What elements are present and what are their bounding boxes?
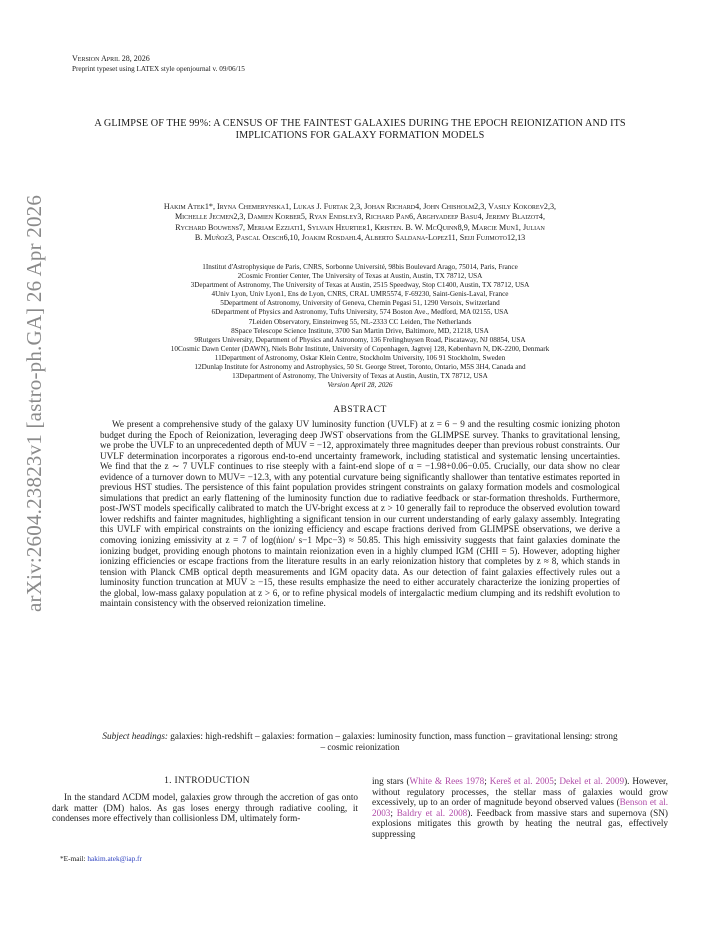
arxiv-identifier[interactable]: arXiv:2604.23823v1 [astro-ph.GA] 26 Apr 2026: [22, 194, 46, 612]
body-text: ;: [390, 807, 397, 818]
abstract-text: We present a comprehensive study of the galaxy UV luminosity function (UVLF) at z = 6 − 9 and the resulting cosmic ionizing photon budget during the Epoch of Reionization, leveraging deep JWST observations from the GLIMPSE survey. Thanks to gravitational lensing, we probe the UVLF to an unprecedented depth of MUV = −12, approximately three magnitudes deeper than previous robust constraints. Our UVLF determination incorporates a rigorous end-to-end uncertainty framework, including statistical and systematic lensing uncertainties. We find that the z ∼ 7 UVLF continues to rise steeply with a faint-end slope of α = −1.98+0.06−0.05. Crucially, our data show no clear evidence of a turnover down to MUV= −12.3, with any potential curvature being significantly shallower than tentative estimates reported in previous HST studies. The persistence of this faint population provides stringent constraints on galaxy formation models and cosmological simulations that predict an early flattening of the luminosity function due to radiative feedback or star-formation thresholds. Furthermore, post-JWST models specifically calibrated to match the UV-bright excess at z > 10 generally fail to reproduce the observed evolution toward lower redshifts and fainter magnitudes, highlighting a significant tension in our current understanding of early galaxy assembly. Integrating this UVLF with empirical constraints on the ionizing efficiency and escape fractions derived from GLIMPSE observations, we derive a comoving ionizing emissivity at z = 7 of log(ṅion/ s−1 Mpc−3) ≈ 50.85. This high emissivity suggests that faint galaxies dominate the ionizing budget, providing enough photons to maintain reionization even in a highly clumped IGM (CHII = 5). However, adopting higher ionizing efficiencies or escape fractions from the literature results in an early reionization history that completes by z ≈ 8, which stands in tension with Planck CMB optical depth measurements and IGM opacity data. As our detection of faint galaxies effectively rules out a luminosity function truncation at MUV ≥ −15, these results emphasize the need to either accurately characterize the ionizing properties of the global, low-mass galaxy population at z > 6, or to refine physical models of intergalactic medium clumping and its redshift evolution to maintain consistency with the observed reionization timeline.: [100, 419, 620, 609]
author-line: Michelle Jecmen2,3, Damien Korber5, Ryan Endsley3, Richard Pan6, Arghyadeep Basu4, Jeremy Blaizot4,: [174, 212, 546, 222]
version-line: Version April 28, 2026: [72, 54, 150, 63]
footnote: [60, 854, 142, 863]
intro-right-column: [372, 776, 668, 840]
affiliation-list: [60, 263, 660, 390]
email-link[interactable]: hakim.atek@iap.fr: [87, 854, 142, 863]
affiliation: 12Dunlap Institute for Astronomy and Astrophysics, 50 St. George Street, Toronto, Ontario, M5S 3H4, Canada and: [194, 363, 526, 372]
affiliation: 8Space Telescope Science Institute, 3700 San Martin Drive, Baltimore, MD, 21218, USA: [231, 326, 489, 335]
author-line: Hakim Atek1*, Iryna Chemerynska1, Lukas J. Furtak 2,3, Johan Richard4, John Chisholm2,3, Vasily Kokorev2,3,: [163, 202, 557, 211]
preprint-line: Preprint typeset using LATEX style openjournal v. 09/06/15: [72, 65, 245, 73]
affiliation: 7Leiden Observatory, Einsteinweg 55, NL-2333 CC Leiden, The Netherlands: [248, 317, 472, 326]
affiliation: 5Department of Astronomy, University of Geneva, Chemin Pegasi 51, 1290 Versoix, Switzerland: [220, 299, 500, 308]
affiliation: 10Cosmic Dawn Center (DAWN), Niels Bohr Institute, University of Copenhagen, Jagtvej 128, København N, DK-2200, Denmark: [170, 344, 550, 353]
subject-headings: [100, 731, 620, 752]
body-text: ). Feedback from massive stars and supernova (SN) explosions mitigates this growth by heating the neutral gas, effectively suppressing: [372, 807, 668, 839]
subject-headings-label: Subject headings:: [102, 731, 168, 741]
author-line: Rychard Bouwens7, Meriam Ezziati1, Sylvain Heurtier1, Kristen. B. W. McQuinn8,9, Marcie Mun1, Julian: [175, 222, 545, 232]
body-text: ;: [553, 776, 560, 786]
affiliation: 1Institut d'Astrophysique de Paris, CNRS, Sorbonne Université, 98bis Boulevard Arago, 75014, Paris, France: [202, 263, 518, 271]
subject-headings-text: galaxies: high-redshift – galaxies: formation – galaxies: luminosity function, mass function – gravitational lensing: strong – cosmic reionization: [170, 731, 618, 752]
footnote-label: *E-mail:: [60, 854, 86, 863]
citation-link[interactable]: Benson et al. 2003: [372, 797, 669, 818]
citation-link[interactable]: Kereš et al. 2005: [489, 776, 554, 786]
body-text: ;: [484, 776, 490, 786]
version-date: Version April 28, 2026: [327, 381, 393, 390]
intro-left-column: In the standard ΛCDM model, galaxies grow through the accretion of gas onto dark matter (DM) halos. As gas loses energy through radiative cooling, it condenses more effectively than collisionless DM, ultimately form-: [52, 792, 358, 824]
citation-link[interactable]: Baldry et al. 2008: [396, 807, 468, 818]
affiliation: 11Department of Astronomy, Oskar Klein Centre, Stockholm University, 106 91 Stockholm, Sweden: [214, 353, 506, 362]
author-line: B. Muñoz3, Pascal Oesch6,10, Joakim Rosdahl4, Alberto Saldana-Lopez11, Seiji Fujimoto12,13: [194, 233, 526, 243]
section-heading-introduction: 1. INTRODUCTION: [164, 776, 250, 786]
abstract-heading: ABSTRACT: [333, 405, 387, 415]
affiliation: 6Department of Physics and Astronomy, Tufts University, 574 Boston Ave., Medford, MA 02155, USA: [211, 308, 509, 317]
body-text: ing stars (: [372, 776, 410, 786]
author-list: [60, 202, 660, 244]
page-header: [72, 54, 245, 74]
affiliation: 3Department of Astronomy, The University of Texas at Austin, 2515 Speedway, Stop C1400, Austin, TX 78712, USA: [190, 281, 530, 290]
paper-title: A GLIMPSE OF THE 99%: A CENSUS OF THE FAINTEST GALAXIES DURING THE EPOCH REIONIZATION AND ITS IMPLICATIONS FOR GALAXY FORMATION MODELS: [94, 118, 626, 141]
citation-link[interactable]: Dekel et al. 2009: [559, 776, 625, 786]
body-text: ). However, without regulatory processes, the stellar mass of galaxies would grow excessively, up to an order of magnitude beyond observed values (: [372, 776, 668, 808]
affiliation: 13Department of Astronomy, The University of Texas at Austin, Austin, TX 78712, USA: [232, 372, 488, 381]
citation-link[interactable]: White & Rees 1978: [409, 776, 485, 786]
affiliation: 4Univ Lyon, Univ Lyon1, Ens de Lyon, CNRS, CRAL UMR5574, F-69230, Saint-Genis-Laval, France: [211, 290, 509, 299]
affiliation: 2Cosmic Frontier Center, The University of Texas at Austin, Austin, TX 78712, USA: [237, 272, 483, 281]
affiliation: 9Rutgers University, Department of Physics and Astronomy, 136 Frelinghuysen Road, Piscataway, NJ 08854, USA: [194, 335, 526, 344]
